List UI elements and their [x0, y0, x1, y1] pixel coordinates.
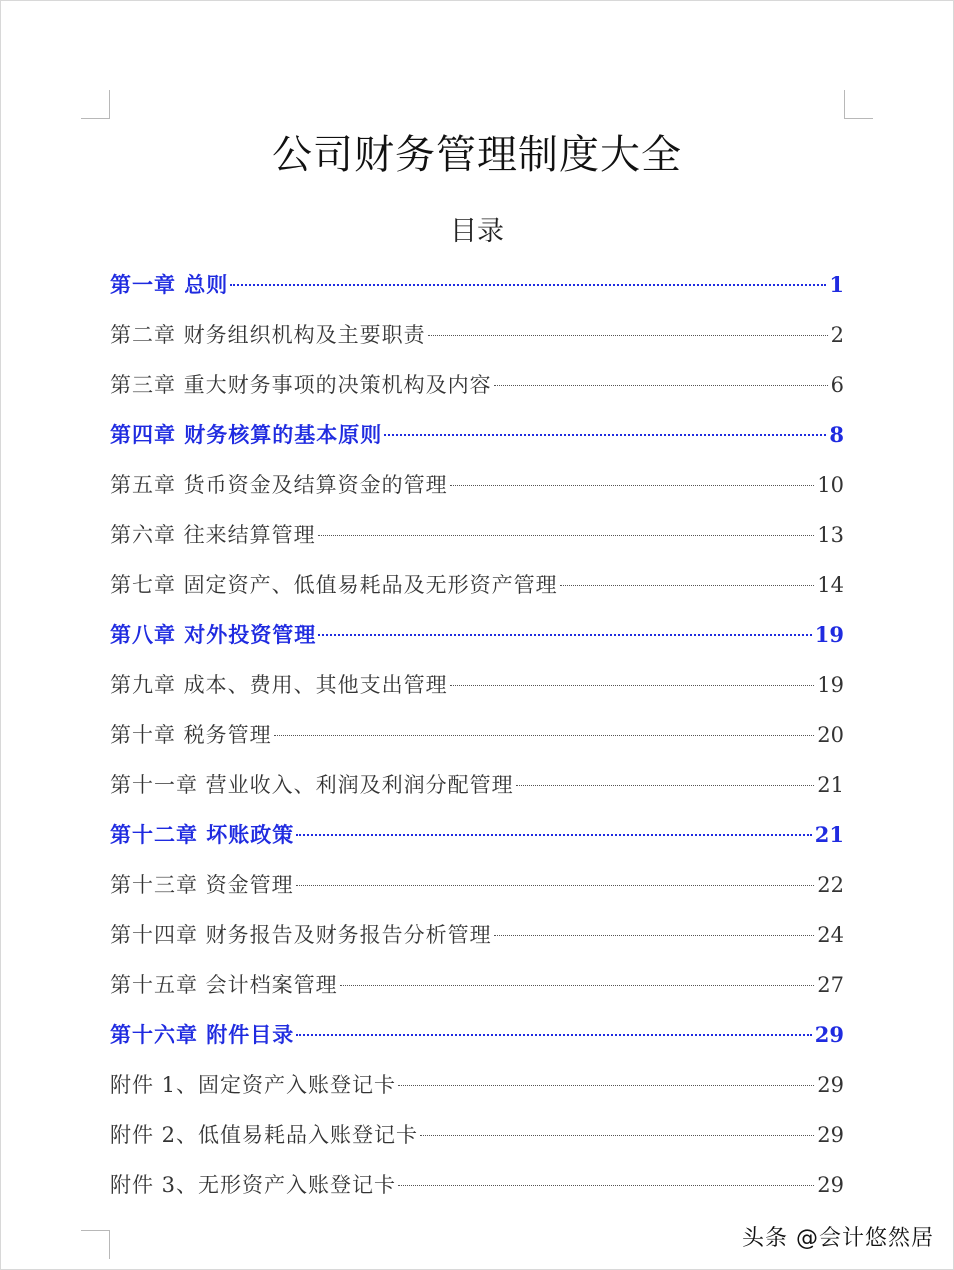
toc-entry[interactable] [110, 910, 844, 960]
toc-dot-leader [450, 685, 815, 686]
toc-entry[interactable] [110, 710, 844, 760]
toc-dot-leader [296, 834, 811, 836]
toc-dot-leader [274, 735, 815, 736]
toc-entry-label: 第三章 重大财务事项的决策机构及内容 [110, 373, 492, 397]
toc-dot-leader [450, 485, 815, 486]
toc-entry-page-number: 1 [829, 272, 844, 297]
toc-entry[interactable] [110, 1060, 844, 1110]
toc-entry[interactable] [110, 310, 844, 360]
toc-entry-label: 附件 3、无形资产入账登记卡 [110, 1173, 397, 1197]
toc-entry[interactable] [110, 810, 844, 860]
toc-heading: 目录 [450, 216, 504, 247]
toc-entry-page-number: 24 [817, 923, 844, 947]
toc-dot-leader [384, 434, 826, 436]
toc-entry[interactable] [110, 610, 844, 660]
toc-entry-page-number: 29 [814, 1022, 844, 1047]
toc-entry[interactable] [110, 260, 844, 310]
toc-entry-page-number: 19 [817, 673, 844, 697]
toc-dot-leader [420, 1135, 814, 1136]
toc-entry[interactable] [110, 460, 844, 510]
toc-entry-label: 第十四章 财务报告及财务报告分析管理 [110, 923, 492, 947]
toc-entry-label: 第七章 固定资产、低值易耗品及无形资产管理 [110, 573, 558, 597]
toc-entry[interactable] [110, 860, 844, 910]
toc-entry-label: 附件 2、低值易耗品入账登记卡 [110, 1123, 419, 1147]
toc-entry-label: 第九章 成本、费用、其他支出管理 [110, 673, 448, 697]
toc-entry-page-number: 22 [817, 873, 844, 897]
toc-entry-label: 第十五章 会计档案管理 [110, 973, 338, 997]
toc-entry-page-number: 8 [829, 422, 844, 447]
toc-entry-page-number: 10 [817, 473, 844, 497]
margin-corner-top-right [844, 90, 873, 119]
toc-entry[interactable] [110, 510, 844, 560]
toc-dot-leader [516, 785, 815, 786]
toc-entry-page-number: 29 [817, 1123, 844, 1147]
toc-entry-label: 第十一章 营业收入、利润及利润分配管理 [110, 773, 514, 797]
toc-entry[interactable] [110, 360, 844, 410]
toc-entry-label: 第五章 货币资金及结算资金的管理 [110, 473, 448, 497]
toc-entry-page-number: 21 [817, 773, 844, 797]
toc-entry-label: 第十三章 资金管理 [110, 873, 294, 897]
toc-dot-leader [494, 935, 815, 936]
toc-entry-page-number: 6 [830, 373, 844, 397]
toc-entry-page-number: 29 [817, 1173, 844, 1197]
toc-entry-label: 第十章 税务管理 [110, 723, 272, 747]
toc-dot-leader [296, 1034, 811, 1036]
toc-entry-page-number: 13 [817, 523, 844, 547]
toc-entry-page-number: 14 [817, 573, 844, 597]
toc-entry-label: 第十二章 坏账政策 [110, 822, 295, 847]
toc-dot-leader [318, 535, 815, 536]
toc-entry-label: 第十六章 附件目录 [110, 1022, 295, 1047]
toc-entry-page-number: 21 [814, 822, 844, 847]
toc-entry-page-number: 20 [817, 723, 844, 747]
toc-entry-label: 第四章 财务核算的基本原则 [110, 422, 383, 447]
document-title: 公司财务管理制度大全 [272, 132, 682, 178]
toc-entry[interactable] [110, 560, 844, 610]
toc-entry-page-number: 29 [817, 1073, 844, 1097]
toc-entry[interactable] [110, 960, 844, 1010]
toc-dot-leader [494, 385, 828, 386]
toc-entry[interactable] [110, 1010, 844, 1060]
toc-entry[interactable] [110, 410, 844, 460]
toc-entry-label: 第二章 财务组织机构及主要职责 [110, 323, 426, 347]
toc-dot-leader [340, 985, 815, 986]
toc-dot-leader [560, 585, 815, 586]
toc-dot-leader [398, 1185, 814, 1186]
table-of-contents [110, 260, 844, 1210]
toc-entry[interactable] [110, 1160, 844, 1210]
margin-corner-top-left [81, 90, 110, 119]
toc-entry[interactable] [110, 660, 844, 710]
toc-entry-page-number: 27 [817, 973, 844, 997]
toc-entry-page-number: 19 [814, 622, 844, 647]
toc-dot-leader [230, 284, 826, 286]
toc-entry-label: 附件 1、固定资产入账登记卡 [110, 1073, 397, 1097]
source-watermark: 头条 @会计悠然居 [742, 1226, 934, 1251]
toc-entry-label: 第六章 往来结算管理 [110, 523, 316, 547]
toc-entry[interactable] [110, 760, 844, 810]
toc-dot-leader [398, 1085, 814, 1086]
toc-entry[interactable] [110, 1110, 844, 1160]
toc-dot-leader [296, 885, 815, 886]
margin-corner-bottom-left [81, 1230, 110, 1259]
toc-dot-leader [318, 634, 811, 636]
toc-entry-page-number: 2 [830, 323, 844, 347]
toc-entry-label: 第一章 总则 [110, 272, 229, 297]
toc-dot-leader [428, 335, 828, 336]
toc-entry-label: 第八章 对外投资管理 [110, 622, 317, 647]
